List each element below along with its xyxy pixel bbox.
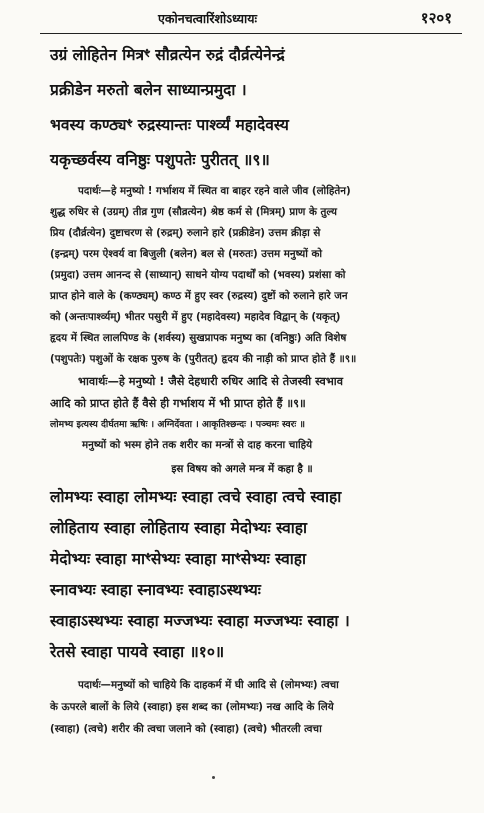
mantra-line: भवस्य कण्ठ्यꣳ रुद्रस्यान्तः पार्श्व्यं महादेवस्य <box>50 116 289 134</box>
mantra-line: रेतसे स्वाहा पायवे स्वाहा ॥१०॥ <box>50 643 225 661</box>
page-header <box>40 8 462 30</box>
mantra-line: लोमभ्यः स्वाहा लोमभ्यः स्वाहा त्वचे स्वाहा त्वचे स्वाहा <box>50 488 342 506</box>
mantra-line: उग्रं लोहितेन मित्रꣳ सौव्रत्येन रुद्रं दौर्व्रत्येनेन्द्रं <box>50 46 285 64</box>
padartha-line: (इन्द्रम्) परम ऐश्वर्य वा बिजुली (बलेन) बल से (मरुतः) उत्तम मनुष्यों को <box>50 248 323 260</box>
header-rule <box>40 33 462 34</box>
padartha-line: शुद्ध रुधिर से (उग्रम्) तीव्र गुण (सौव्रत्येन) श्रेष्ठ कर्म से (मित्रम्) प्राण के तुल्य <box>50 206 338 218</box>
padartha-line: को (अन्तःपार्श्व्यम्) भीतर पसुरी में हुए (महादेवस्य) महादेव विद्वान् के (यकृत्) <box>50 311 341 323</box>
mantra-line: प्रक्रीडेन मरुतो बलेन साध्यान्प्रमुदा । <box>50 81 247 99</box>
mantra-line: स्वाहाऽस्थभ्यः स्वाहा मज्जभ्यः स्वाहा मज्जभ्यः स्वाहा । <box>50 612 350 630</box>
padartha-line: के ऊपरले बालों के लिये (स्वाहा) इस शब्द का (लोमभ्यः) नख आदि के लिये <box>50 701 334 713</box>
mantra-line: मेदोभ्यः स्वाहा माꣳसेभ्यः स्वाहा माꣳसेभ्यः स्वाहा <box>50 550 307 568</box>
padartha-line: प्रिय (दौर्व्रत्येन) दुष्टाचरण से (रुद्रम्) रुलाने हारे (प्रक्रीडेन) उत्तम क्रीड़ा से <box>50 227 321 239</box>
bhavartha-line: भावार्थः—हे मनुष्यो ! जैसे देहधारी रुधिर आदि से तेजस्वी स्वभाव <box>78 375 343 388</box>
bhavartha-line: आदि को प्राप्त होते हैं वैसे ही गर्भाशय में भी प्राप्त होते हैं ॥९॥ <box>50 397 306 410</box>
padartha-line: हृदय में स्थित लालपिण्ड के (शर्वस्य) सुखप्रापक मनुष्य का (वनिष्ठुः) अति विशेष <box>50 332 347 344</box>
mantra-line: लोहिताय स्वाहा लोहिताय स्वाहा मेदोभ्यः स्वाहा <box>50 519 308 537</box>
rishi-devata-line: लोमभ्य इत्यस्य दीर्घतमा ऋषिः । अग्निर्देवता । आकृतिश्छन्दः । पञ्चमः स्वरः ॥ <box>50 419 305 430</box>
page-number: १२०१ <box>420 9 452 27</box>
padartha-line: (प्रमुदा) उत्तम आनन्द से (साध्यान्) साधने योग्य पदार्थों को (भवस्य) प्रशंसा को <box>50 269 346 281</box>
mantra-line: स्नावभ्यः स्वाहा स्नावभ्यः स्वाहाऽस्थभ्यः <box>50 581 261 599</box>
chapter-title: एकोनचत्वारिंशोऽध्यायः <box>158 11 258 26</box>
mantra-line: यकृच्छर्वस्य वनिष्ठुः पशुपतेः पुरीतत् ॥९॥ <box>50 151 270 169</box>
padartha-line: (स्वाहा) (त्वचे) शरीर की त्वचा जलाने को (स्वाहा) (त्वचे) भीतरली त्वचा <box>50 723 322 735</box>
padartha-line: पदार्थः—हे मनुष्यो ! गर्भाशय में स्थित वा बाहर रहने वाले जीव (लोहितेन) <box>78 185 351 197</box>
intro-line: मनुष्यों को भस्म होने तक शरीर का मन्त्रों से दाह करना चाहिये <box>82 439 313 451</box>
intro-line: इस विषय को अगले मन्त्र में कहा है ॥ <box>171 463 313 475</box>
print-speck <box>212 776 215 779</box>
padartha-line: प्राप्त होने वाले के (कण्ठ्यम्) कण्ठ में हुए स्वर (रुद्रस्य) दुष्टों को रुलाने हारे जन <box>50 290 348 302</box>
padartha-line: पदार्थः—मनुष्यों को चाहिये कि दाहकर्म में घी आदि से (लोमभ्यः) त्वचा <box>78 679 339 691</box>
padartha-line: (पशुपतेः) पशुओं के रक्षक पुरुष के (पुरीतत्) हृदय की नाड़ी को प्राप्त होते हैं ॥९॥ <box>50 353 357 365</box>
